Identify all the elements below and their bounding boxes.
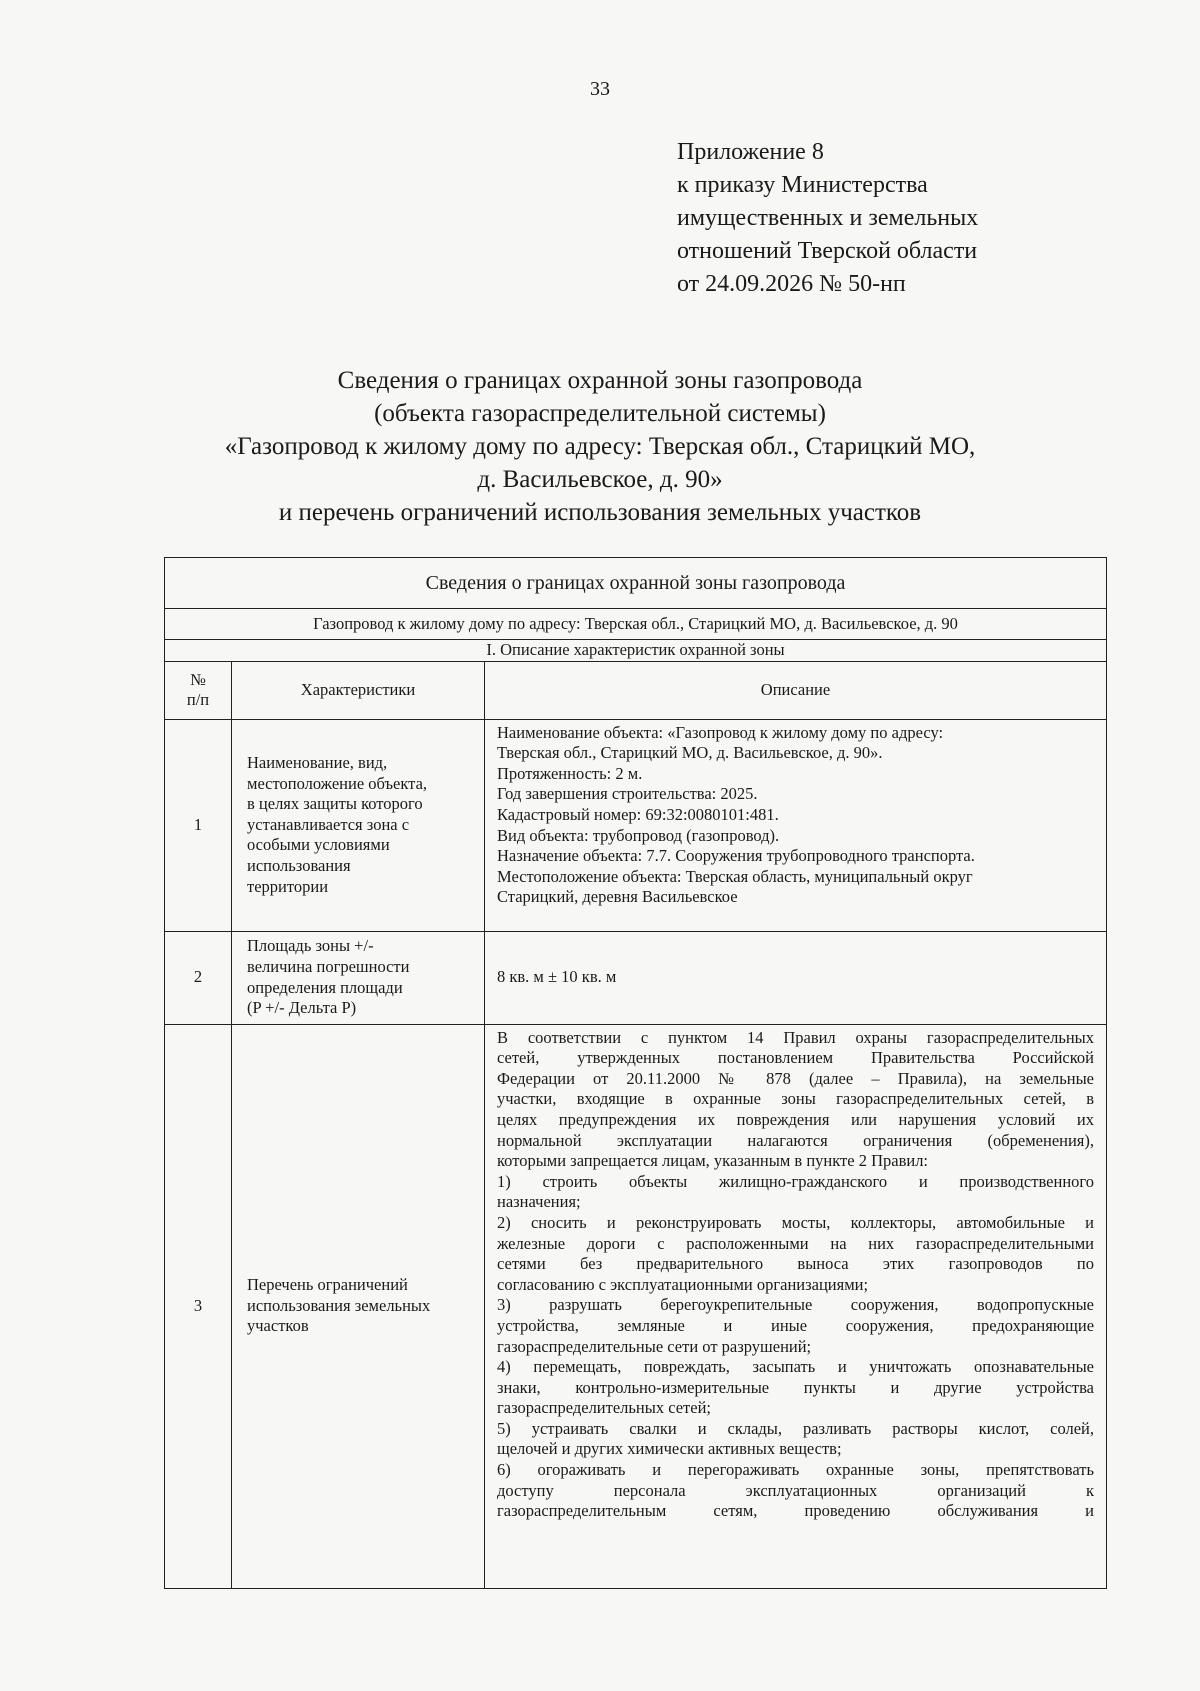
document-title [0,364,1200,529]
column-header-num [165,661,232,719]
description-line: Федерации от 20.11.2000 № 878 (далее – Правила), на земельные [497,1068,1095,1088]
characteristic-line: Наименование, вид, [247,753,388,773]
description-line: 8 кв. м ± 10 кв. м [497,967,617,987]
table-row [165,1024,1107,1588]
title-line: и перечень ограничений использования земельных участков [278,499,922,526]
description-line: Местоположение объекта: Тверская область, муниципальный округ [497,866,973,886]
table-object-name: Газопровод к жилому дому по адресу: Тверская обл., Старицкий МО, д. Васильевское, д. 90 [165,609,1107,640]
characteristic-line: использования [247,855,351,875]
description-line: Протяженность: 2 м. [497,763,643,783]
description-line: Наименование объекта: «Газопровод к жилому дому по адресу: [497,722,944,742]
description-line: целях предупреждения их повреждения или нарушения условий их [497,1109,1095,1129]
title-line: д. Васильевское, д. 90» [477,466,723,493]
description-line: щелочей и других химически активных веществ; [497,1439,842,1459]
appendix-line: имущественных и земельных [677,205,979,231]
row-number: 3 [165,1024,232,1588]
zone-info-table [164,557,1107,1589]
description-line: 2) сносить и реконструировать мосты, коллекторы, автомобильные и [497,1212,1095,1232]
description-line: 6) огораживать и перегораживать охранные зоны, препятствовать [497,1460,1095,1480]
row-description [485,1024,1107,1588]
characteristic-line: в целях защиты которого [247,794,423,814]
title-line: Сведения о границах охранной зоны газопровода [337,367,863,394]
description-line: согласованию с эксплуатационными организациями; [497,1274,869,1294]
description-line: устройства, земляные и иные сооружения, предохраняющие [497,1315,1095,1335]
characteristic-line: определения площади [247,977,403,997]
description-line: участки, входящие в охранные зоны газораспределительных сетей, в [497,1089,1095,1109]
characteristic-line: величина погрешности [247,957,410,976]
appendix-block [677,136,978,301]
row-description [485,931,1107,1024]
description-line: доступу персонала эксплуатационных организаций к [497,1480,1095,1500]
appendix-line: отношений Тверской области [677,238,978,264]
table-section-title: I. Описание характеристик охранной зоны [165,640,1107,662]
characteristic-line: Площадь зоны +/- [247,936,374,956]
appendix-line: Приложение 8 [677,139,824,165]
description-line: газораспределительные сети от разрушений; [497,1336,812,1356]
description-line: Тверская обл., Старицкий МО, д. Васильевское, д. 90». [497,743,883,763]
characteristic-line: Перечень ограничений [247,1275,408,1295]
characteristic-line: (P +/- Дельта P) [247,998,357,1018]
description-line: сетями без предварительного выноса этих газопроводов по [497,1254,1095,1274]
characteristic-line: территории [247,876,329,896]
description-line: 3) разрушать берегоукрепительные сооружения, водопропускные [497,1295,1095,1315]
table-header: Сведения о границах охранной зоны газопровода [165,558,1107,609]
characteristic-line: использования земельных [247,1295,431,1315]
description-line: нормальной эксплуатации налагаются ограничения (обременения), [497,1130,1095,1150]
characteristic-line: устанавливается зона с [247,814,410,834]
row-description [485,719,1107,931]
description-line: 5) устраивать свалки и склады, разливать растворы кислот, солей, [497,1418,1095,1438]
appendix-line: к приказу Министерства [677,172,928,198]
description-line: Старицкий, деревня Васильевское [497,887,738,907]
description-line: железные дороги с расположенными на них газораспределительными [497,1233,1095,1253]
row-characteristic [232,931,485,1024]
characteristic-line: особыми условиями [247,835,390,855]
title-line: «Газопровод к жилому дому по адресу: Тверская обл., Старицкий МО, [224,433,976,460]
description-line: знаки, контрольно-измерительные пункты и другие устройства [497,1377,1095,1397]
column-header-num-line: п/п [186,690,210,710]
description-line: 4) перемещать, повреждать, засыпать и уничтожать опознавательные [497,1357,1095,1377]
column-header-num-line: № [190,669,206,689]
row-characteristic [232,1024,485,1588]
description-line: 1) строить объекты жилищно-гражданского и производственного [497,1171,1095,1191]
page-number: 33 [590,78,610,100]
description-line: Кадастровый номер: 69:32:0080101:481. [497,804,779,824]
characteristic-line: местоположение объекта, [247,773,428,793]
description-line: В соответствии с пунктом 14 Правил охраны газораспределительных [497,1027,1095,1047]
description-line: Год завершения строительства: 2025. [497,784,758,804]
column-header-characteristics: Характеристики [232,661,485,719]
row-number: 1 [165,719,232,931]
description-line: назначения; [497,1192,581,1212]
description-line: газораспределительным сетям, проведению обслуживания и [497,1501,1095,1521]
table-row [165,719,1107,931]
title-line: (объекта газораспределительной системы) [374,400,826,427]
description-line: Вид объекта: трубопровод (газопровод). [497,825,780,845]
description-line: которыми запрещается лицам, указанным в пункте 2 Правил: [497,1151,929,1171]
description-line: сетей, утвержденных постановлением Правительства Российской [497,1048,1095,1068]
column-header-description: Описание [485,661,1107,719]
row-characteristic [232,719,485,931]
description-line: газораспределительных сетей; [497,1398,712,1418]
description-line: Назначение объекта: 7.7. Сооружения трубопроводного транспорта. [497,846,975,866]
table-row [165,931,1107,1024]
appendix-line: от 24.09.2026 № 50-нп [677,271,906,297]
characteristic-line: участков [247,1316,309,1336]
row-number: 2 [165,931,232,1024]
